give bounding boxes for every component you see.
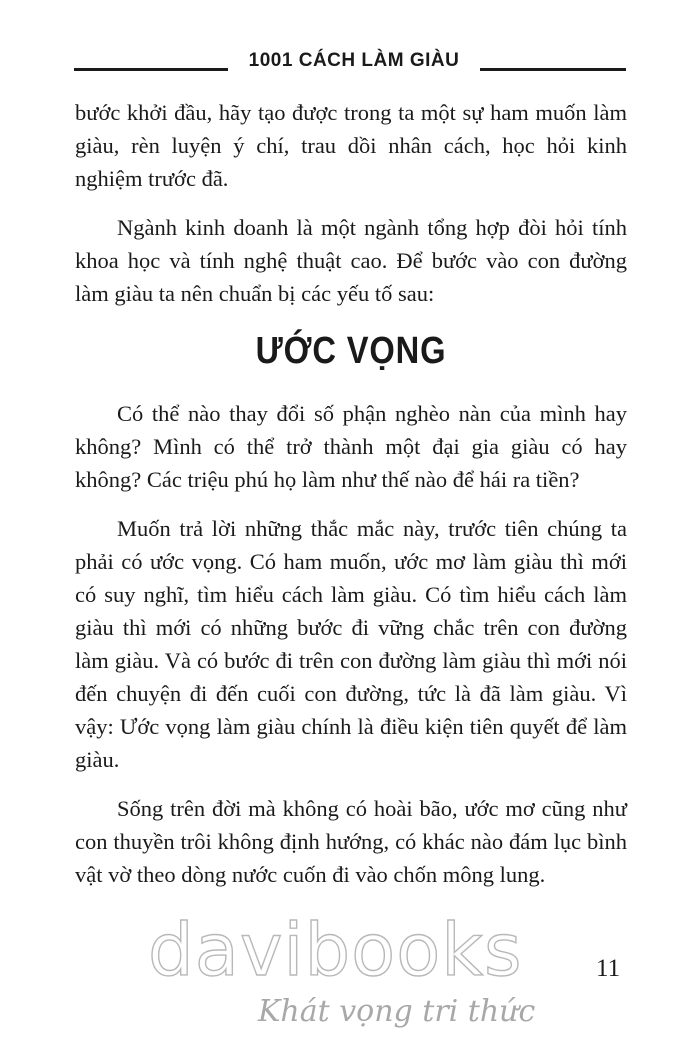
paragraph-ambition: Sống trên đời mà không có hoài bão, ước mơ cũng như con thuyền trôi không định hướng, có khác nào đám lục bình vật vờ theo dòng nước cuốn đi vào chốn mông lung.	[75, 796, 627, 887]
intro-text	[75, 96, 627, 310]
paragraph-continuation: bước khởi đầu, hãy tạo được trong ta một sự ham muốn làm giàu, rèn luyện ý chí, trau dồi nhân cách, học hỏi kinh nghiệm trước đã.	[75, 100, 627, 191]
header-rule-left	[74, 68, 228, 71]
header-rule-right	[480, 68, 626, 71]
book-title: 1001 CÁCH LÀM GIÀU	[248, 50, 460, 71]
paragraph-answer: Muốn trả lời những thắc mắc này, trước tiên chúng ta phải có ước vọng. Có ham muốn, ước mơ làm giàu thì mới có suy nghĩ, tìm hiểu cách làm giàu. Có tìm hiểu cách làm giàu thì mới có những bước đi vững chắc trên con đường làm giàu. Và có bước đi trên con đường làm giàu thì mới nói đến chuyện đi đến cuối con đường, tức là đã làm giàu. Vì vậy: Ước vọng làm giàu chính là điều kiện tiên quyết để làm giàu.	[75, 516, 627, 772]
paragraph-questions: Có thể nào thay đổi số phận nghèo nàn của mình hay không? Mình có thể trở thành một đại gia giàu có hay không? Các triệu phú họ làm như thế nào để hái ra tiền?	[75, 401, 627, 492]
paragraph-business: Ngành kinh doanh là một ngành tổng hợp đòi hỏi tính khoa học và tính nghệ thuật cao. Để bước vào con đường làm giàu ta nên chuẩn bị các yếu tố sau:	[75, 215, 627, 306]
watermark-brand: davibooks	[148, 908, 523, 992]
section-body	[75, 397, 627, 891]
running-header	[74, 46, 626, 86]
section-heading: ƯỚC VỌNG	[255, 330, 447, 372]
watermark-tagline: Khát vọng tri thức	[258, 994, 536, 1029]
page-number: 11	[596, 955, 621, 982]
